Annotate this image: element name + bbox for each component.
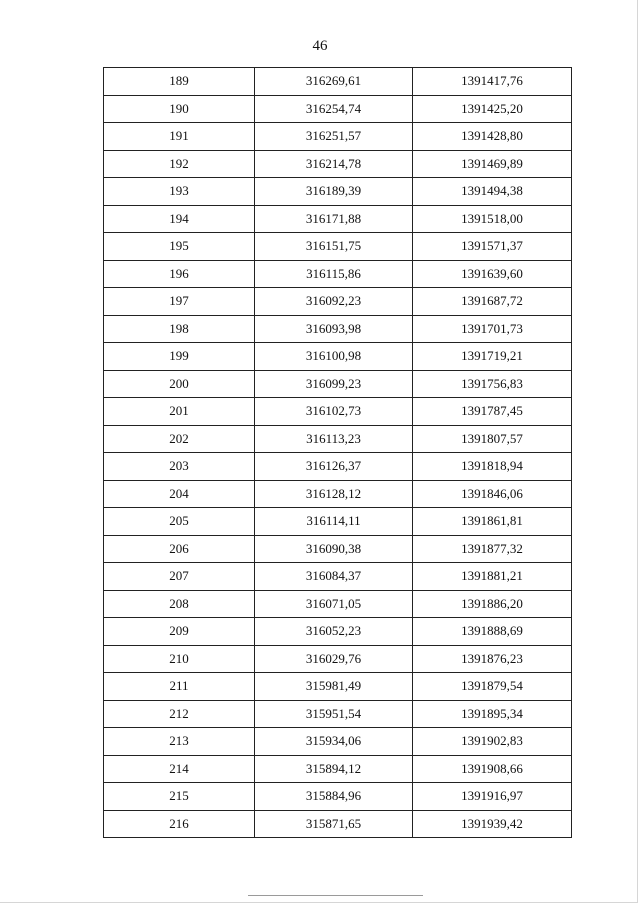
point-number-cell: 199 <box>104 343 255 371</box>
x-coordinate-cell: 316128,12 <box>255 480 413 508</box>
y-coordinate-cell: 1391428,80 <box>413 123 572 151</box>
point-number-cell: 193 <box>104 178 255 206</box>
y-coordinate-cell: 1391469,89 <box>413 150 572 178</box>
page-number: 46 <box>312 38 328 54</box>
point-number-cell: 204 <box>104 480 255 508</box>
table-row <box>104 370 572 398</box>
table-row <box>104 480 572 508</box>
y-coordinate-cell: 1391807,57 <box>413 425 572 453</box>
y-coordinate-cell: 1391902,83 <box>413 728 572 756</box>
table-row <box>104 315 572 343</box>
x-coordinate-cell: 316102,73 <box>255 398 413 426</box>
point-number-cell: 192 <box>104 150 255 178</box>
point-number-cell: 197 <box>104 288 255 316</box>
y-coordinate-cell: 1391939,42 <box>413 810 572 838</box>
y-coordinate-cell: 1391701,73 <box>413 315 572 343</box>
point-number-cell: 198 <box>104 315 255 343</box>
table-row <box>104 563 572 591</box>
point-number-cell: 213 <box>104 728 255 756</box>
point-number-cell: 212 <box>104 700 255 728</box>
point-number-cell: 216 <box>104 810 255 838</box>
point-number-cell: 200 <box>104 370 255 398</box>
table-row <box>104 535 572 563</box>
x-coordinate-cell: 316099,23 <box>255 370 413 398</box>
y-coordinate-cell: 1391908,66 <box>413 755 572 783</box>
x-coordinate-cell: 315951,54 <box>255 700 413 728</box>
y-coordinate-cell: 1391756,83 <box>413 370 572 398</box>
y-coordinate-cell: 1391787,45 <box>413 398 572 426</box>
table-row <box>104 288 572 316</box>
x-coordinate-cell: 316214,78 <box>255 150 413 178</box>
coordinates-table <box>103 67 572 838</box>
y-coordinate-cell: 1391719,21 <box>413 343 572 371</box>
y-coordinate-cell: 1391916,97 <box>413 783 572 811</box>
table-row <box>104 425 572 453</box>
x-coordinate-cell: 316071,05 <box>255 590 413 618</box>
y-coordinate-cell: 1391818,94 <box>413 453 572 481</box>
table-row <box>104 618 572 646</box>
point-number-cell: 214 <box>104 755 255 783</box>
table-row <box>104 755 572 783</box>
table-row <box>104 150 572 178</box>
x-coordinate-cell: 316254,74 <box>255 95 413 123</box>
y-coordinate-cell: 1391876,23 <box>413 645 572 673</box>
x-coordinate-cell: 315981,49 <box>255 673 413 701</box>
point-number-cell: 203 <box>104 453 255 481</box>
x-coordinate-cell: 315884,96 <box>255 783 413 811</box>
y-coordinate-cell: 1391877,32 <box>413 535 572 563</box>
table-row <box>104 728 572 756</box>
table-row <box>104 178 572 206</box>
point-number-cell: 201 <box>104 398 255 426</box>
table-row <box>104 68 572 96</box>
point-number-cell: 195 <box>104 233 255 261</box>
point-number-cell: 189 <box>104 68 255 96</box>
table-row <box>104 810 572 838</box>
x-coordinate-cell: 316092,23 <box>255 288 413 316</box>
y-coordinate-cell: 1391886,20 <box>413 590 572 618</box>
y-coordinate-cell: 1391687,72 <box>413 288 572 316</box>
point-number-cell: 208 <box>104 590 255 618</box>
table-row <box>104 398 572 426</box>
y-coordinate-cell: 1391425,20 <box>413 95 572 123</box>
table-row <box>104 123 572 151</box>
table-row <box>104 233 572 261</box>
scan-artifact-line <box>248 895 423 896</box>
table-row <box>104 645 572 673</box>
table-row <box>104 95 572 123</box>
point-number-cell: 215 <box>104 783 255 811</box>
x-coordinate-cell: 316113,23 <box>255 425 413 453</box>
x-coordinate-cell: 316090,38 <box>255 535 413 563</box>
x-coordinate-cell: 315871,65 <box>255 810 413 838</box>
point-number-cell: 205 <box>104 508 255 536</box>
y-coordinate-cell: 1391888,69 <box>413 618 572 646</box>
x-coordinate-cell: 316084,37 <box>255 563 413 591</box>
table-row <box>104 260 572 288</box>
point-number-cell: 194 <box>104 205 255 233</box>
coordinates-table-body <box>104 68 572 838</box>
point-number-cell: 209 <box>104 618 255 646</box>
x-coordinate-cell: 316171,88 <box>255 205 413 233</box>
table-row <box>104 700 572 728</box>
x-coordinate-cell: 316151,75 <box>255 233 413 261</box>
x-coordinate-cell: 316269,61 <box>255 68 413 96</box>
x-coordinate-cell: 316029,76 <box>255 645 413 673</box>
point-number-cell: 207 <box>104 563 255 591</box>
table-row <box>104 783 572 811</box>
y-coordinate-cell: 1391846,06 <box>413 480 572 508</box>
y-coordinate-cell: 1391571,37 <box>413 233 572 261</box>
x-coordinate-cell: 316115,86 <box>255 260 413 288</box>
y-coordinate-cell: 1391861,81 <box>413 508 572 536</box>
x-coordinate-cell: 315894,12 <box>255 755 413 783</box>
point-number-cell: 190 <box>104 95 255 123</box>
table-row <box>104 673 572 701</box>
table-row <box>104 343 572 371</box>
point-number-cell: 202 <box>104 425 255 453</box>
x-coordinate-cell: 316126,37 <box>255 453 413 481</box>
table-row <box>104 205 572 233</box>
table-row <box>104 590 572 618</box>
x-coordinate-cell: 315934,06 <box>255 728 413 756</box>
y-coordinate-cell: 1391518,00 <box>413 205 572 233</box>
y-coordinate-cell: 1391879,54 <box>413 673 572 701</box>
y-coordinate-cell: 1391895,34 <box>413 700 572 728</box>
point-number-cell: 211 <box>104 673 255 701</box>
x-coordinate-cell: 316189,39 <box>255 178 413 206</box>
point-number-cell: 206 <box>104 535 255 563</box>
table-row <box>104 453 572 481</box>
x-coordinate-cell: 316100,98 <box>255 343 413 371</box>
point-number-cell: 191 <box>104 123 255 151</box>
x-coordinate-cell: 316251,57 <box>255 123 413 151</box>
y-coordinate-cell: 1391494,38 <box>413 178 572 206</box>
y-coordinate-cell: 1391639,60 <box>413 260 572 288</box>
table-row <box>104 508 572 536</box>
x-coordinate-cell: 316093,98 <box>255 315 413 343</box>
x-coordinate-cell: 316114,11 <box>255 508 413 536</box>
point-number-cell: 196 <box>104 260 255 288</box>
x-coordinate-cell: 316052,23 <box>255 618 413 646</box>
y-coordinate-cell: 1391417,76 <box>413 68 572 96</box>
point-number-cell: 210 <box>104 645 255 673</box>
y-coordinate-cell: 1391881,21 <box>413 563 572 591</box>
